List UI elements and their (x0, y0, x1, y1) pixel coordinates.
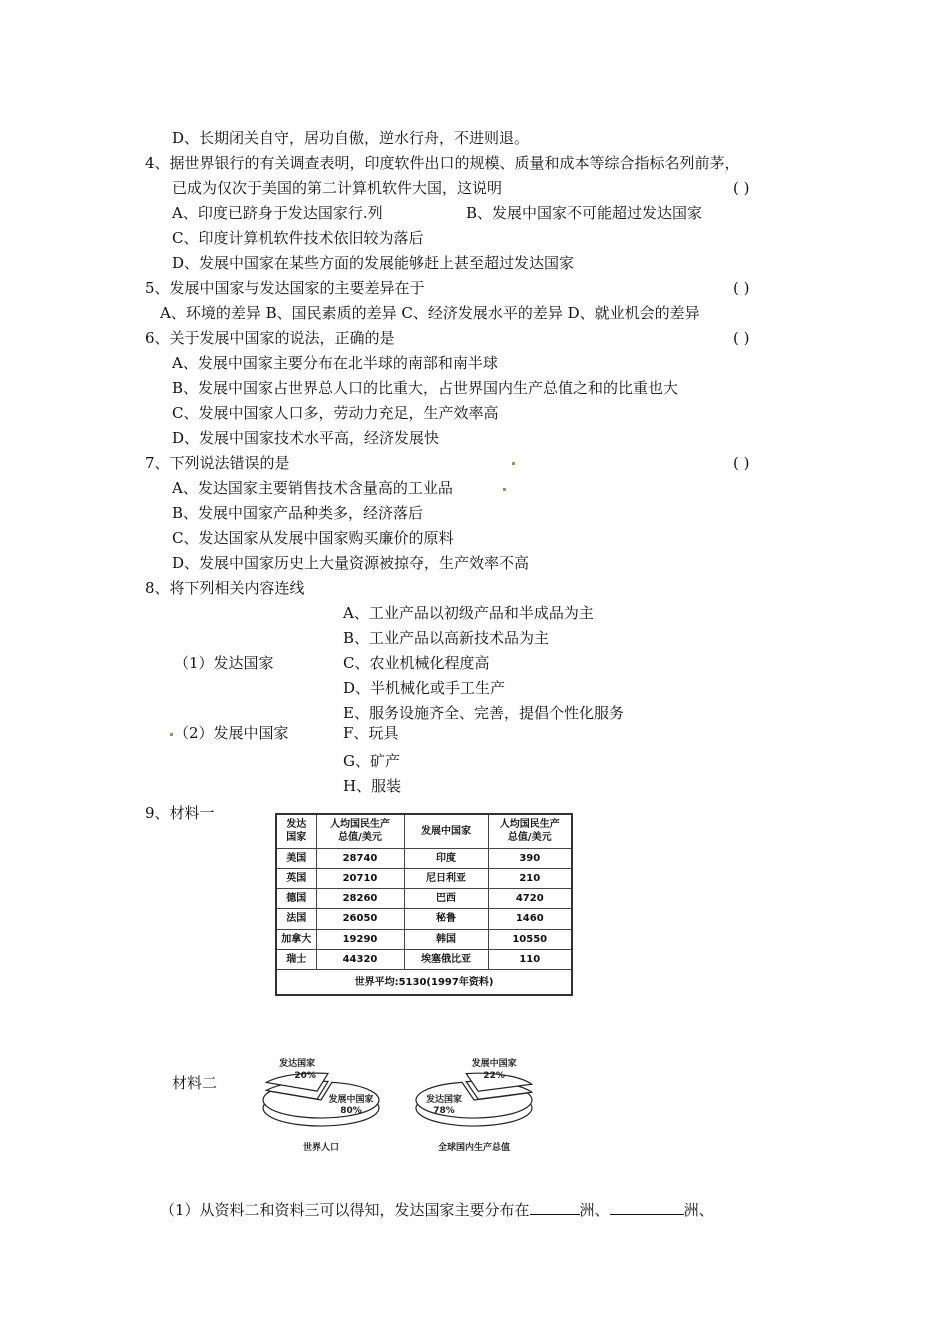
q8-item-a: A、工业产品以初级产品和半成品为主 (343, 604, 594, 622)
table-cell: 210 (488, 868, 572, 888)
table-cell: 尼日利亚 (404, 868, 488, 888)
q8-stem: 8、将下列相关内容连线 (145, 579, 305, 597)
q7-option-a: A、发达国家主要销售技术含量高的工业品 (172, 479, 453, 497)
answer-blank[interactable] (530, 1198, 580, 1215)
q5-answer-paren: ( ) (733, 279, 750, 297)
table-cell: 美国 (276, 848, 316, 868)
table-footer: 世界平均:5130(1997年资料) (276, 970, 572, 996)
q8-item-g: G、矿产 (343, 752, 400, 770)
q4-option-b: B、发展中国家不可能超过发达国家 (466, 204, 703, 222)
pie-value-large: 80% (340, 1106, 362, 1116)
q6-answer-paren: ( ) (733, 329, 750, 347)
table-row (276, 929, 572, 949)
table-cell: 28740 (316, 848, 404, 868)
q8-item-c: C、农业机械化程度高 (343, 654, 490, 672)
gnp-per-capita-table (275, 813, 573, 996)
q4-option-c: C、印度计算机软件技术依旧较为落后 (172, 229, 424, 247)
q3-option-d: D、长期闭关自守，居功自傲，逆水行舟，不进则退。 (172, 129, 530, 147)
q8-left-developed: （1）发达国家 (174, 654, 274, 672)
q7-answer-paren: ( ) (733, 454, 750, 472)
q6-option-b: B、发展中国家占世界总人口的比重大，占世界国内生产总值之和的比重也大 (172, 379, 679, 397)
q8-item-b: B、工业产品以高新技术品为主 (343, 629, 550, 647)
pie-title: 全球国内生产总值 (437, 1143, 511, 1153)
table-cell: 印度 (404, 848, 488, 868)
q5-stem: 5、发展中国家与发达国家的主要差异在于 (145, 279, 425, 297)
table-row (276, 848, 572, 868)
stray-dot (503, 488, 506, 491)
pie-label-small: 发展中国家 (471, 1059, 517, 1069)
world-population-pie-chart (255, 1060, 395, 1160)
q7-stem: 7、下列说法错误的是 (145, 454, 290, 472)
q9-part1-text: （1）从资料二和资料三可以得知，发达国家主要分布在 (160, 1201, 530, 1219)
q7-option-c: C、发达国家从发展中国家购买廉价的原料 (172, 529, 454, 547)
table-cell: 秘鲁 (404, 909, 488, 929)
table-header-cell: 人均国民生产 总值/美元 (316, 814, 404, 848)
table-footer-row (276, 970, 572, 996)
pie-value-small: 22% (483, 1071, 505, 1081)
q4-answer-paren: ( ) (733, 179, 750, 197)
q9-part1-suffix: 洲、 (683, 1201, 714, 1219)
table-cell: 44320 (316, 949, 404, 969)
stray-dot (170, 733, 173, 736)
pie-label-large: 发达国家 (425, 1095, 463, 1105)
q4-option-a: A、印度已跻身于发达国家行.列 (172, 204, 383, 222)
table-cell: 110 (488, 949, 572, 969)
q8-item-f: F、玩具 (343, 724, 399, 742)
q7-option-d: D、发展中国家历史上大量资源被掠夺，生产效率不高 (172, 554, 530, 572)
pie-label-small: 发达国家 (279, 1059, 316, 1069)
table-cell: 28260 (316, 889, 404, 909)
q6-option-a: A、发展中国家主要分布在北半球的南部和南半球 (172, 354, 498, 372)
q6-stem: 6、关于发展中国家的说法，正确的是 (145, 329, 395, 347)
q6-option-c: C、发展中国家人口多，劳动力充足，生产效率高 (172, 404, 499, 422)
table-cell: 瑞士 (276, 949, 316, 969)
q4-option-d: D、发展中国家在某些方面的发展能够赶上甚至超过发达国家 (172, 254, 575, 272)
pie-label-large: 发展中国家 (328, 1095, 374, 1105)
table-row (276, 949, 572, 969)
table-cell: 韩国 (404, 929, 488, 949)
pie-value-small: 20% (294, 1071, 316, 1081)
table-row (276, 889, 572, 909)
table-cell: 390 (488, 848, 572, 868)
q9-part1 (160, 1198, 714, 1220)
table-cell: 德国 (276, 889, 316, 909)
q8-item-e: E、服务设施齐全、完善，提倡个性化服务 (343, 704, 624, 722)
table-cell: 加拿大 (276, 929, 316, 949)
q8-left-developing: （2）发展中国家 (174, 724, 289, 742)
answer-blank[interactable] (610, 1198, 684, 1215)
table-header-cell: 发达 国家 (276, 814, 316, 848)
table-header-cell: 人均国民生产 总值/美元 (488, 814, 572, 848)
q8-item-h: H、服装 (343, 777, 402, 795)
q8-item-d: D、半机械化或手工生产 (343, 679, 506, 697)
table-header-cell: 发展中国家 (404, 814, 488, 848)
global-gdp-pie-chart (408, 1060, 548, 1160)
pie-value-large: 78% (433, 1106, 455, 1116)
table-row (276, 868, 572, 888)
q9-material-one-label: 9、材料一 (145, 804, 215, 822)
table-cell: 20710 (316, 868, 404, 888)
table-cell: 4720 (488, 889, 572, 909)
table-header-row (276, 814, 572, 848)
q6-option-d: D、发展中国家技术水平高，经济发展快 (172, 429, 440, 447)
q9-part1-suffix: 洲、 (579, 1201, 610, 1219)
table-cell: 巴西 (404, 889, 488, 909)
table-cell: 英国 (276, 868, 316, 888)
q4-stem-line1: 4、据世界银行的有关调查表明，印度软件出口的规模、质量和成本等综合指标名列前茅， (145, 154, 740, 172)
table-cell: 埃塞俄比亚 (404, 949, 488, 969)
stray-dot (512, 462, 515, 465)
q7-option-b: B、发展中国家产品种类多，经济落后 (172, 504, 424, 522)
table-cell: 1460 (488, 909, 572, 929)
table-cell: 19290 (316, 929, 404, 949)
table-cell: 10550 (488, 929, 572, 949)
table-cell: 法国 (276, 909, 316, 929)
q5-options: A、环境的差异 B、国民素质的差异 C、经济发展水平的差异 D、就业机会的差异 (160, 304, 700, 322)
pie-title: 世界人口 (302, 1143, 340, 1153)
material-two-label: 材料二 (172, 1074, 218, 1092)
table-cell: 26050 (316, 909, 404, 929)
table-row (276, 909, 572, 929)
q4-stem-line2: 已成为仅次于美国的第二计算机软件大国，这说明 (172, 179, 503, 197)
